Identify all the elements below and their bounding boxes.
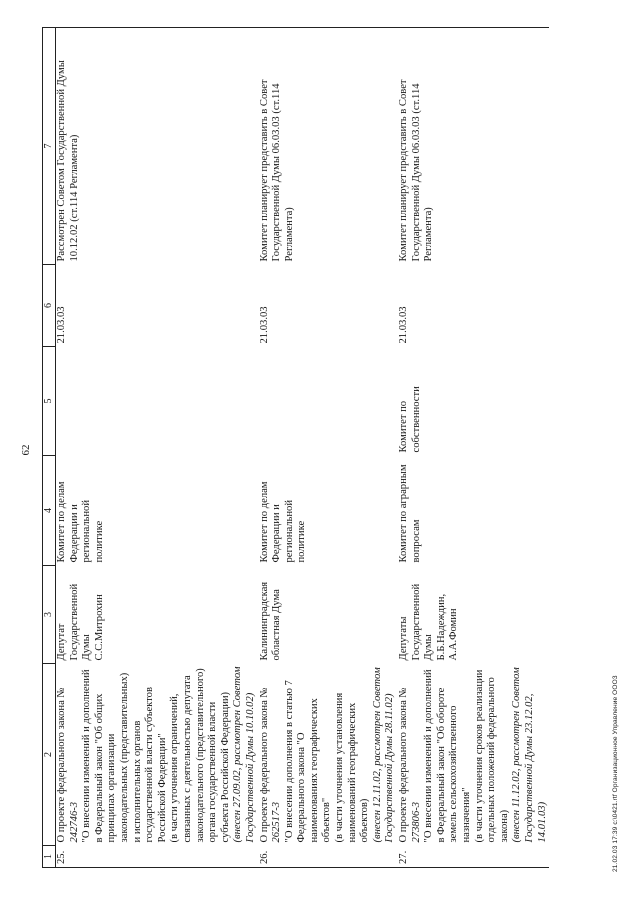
column-header: 3	[43, 566, 56, 664]
column-header: 1	[43, 846, 56, 868]
row-number: 27.	[397, 846, 549, 868]
bill-name: "О внесении изменений и дополнений в Федеральный закон "Об обороте земель сельскохозяйственного назначения"	[423, 669, 472, 843]
bill-number: 242746-3	[68, 801, 80, 843]
review-date: 21.03.03	[56, 306, 67, 344]
bill-description	[56, 664, 258, 846]
table-row	[258, 28, 398, 868]
bill-number: 262517-3	[271, 801, 283, 843]
bill-number: 273806-3	[410, 801, 422, 843]
bill-note: (внесен 12.11.02, рассмотрен Советом Государственной Думы 28.11.02)	[371, 667, 396, 843]
bill-description	[397, 664, 549, 846]
bill-author: Депутат Государственной Думы С.С.Митрохин	[56, 583, 105, 661]
bill-author: Калининградская областная Дума	[258, 581, 283, 661]
bill-status: Комитет планирует представить в Совет Государственной Думы 06.03.03 (ст.114 Регламента)	[258, 28, 398, 265]
co-committee	[56, 347, 258, 456]
review-date: 21.03.03	[398, 306, 410, 344]
bill-name: "О внесении дополнения в статью 7 Федерального закона "О наименованиях географических объектов"	[283, 680, 333, 843]
bill-title: О проекте федерального закона №	[258, 687, 270, 843]
column-header: 6	[43, 265, 56, 347]
table-row	[56, 28, 258, 868]
page-number: 62	[20, 444, 32, 456]
row-number: 25.	[56, 846, 258, 868]
review-date: 21.03.03	[258, 306, 270, 344]
bill-status: Рассмотрен Советом Государственной Думы 10.12.02 (ст.114 Регламента)	[56, 28, 258, 265]
bill-scope: (в части уточнения установления наименований географических объектов)	[334, 692, 371, 843]
lead-committee: Комитет по делам Федерации и региональной политике	[56, 481, 105, 563]
table-row	[397, 28, 549, 868]
bill-title: О проекте федерального закона №	[398, 687, 410, 843]
table-header-row	[43, 28, 56, 868]
bill-author: Депутаты Государственной Думы Б.Б.Надеждин, А.А.Фомин	[398, 583, 460, 661]
co-committee: Комитет по собственности	[398, 386, 422, 453]
bill-note: (внесен 11.12.02, рассмотрен Советом Государственной Думы 23.12.02, 14.01.03)	[511, 667, 548, 843]
bills-table	[42, 27, 549, 868]
bill-description	[258, 664, 398, 846]
column-header: 5	[43, 347, 56, 456]
bill-note: (внесен 27.09.02, рассмотрен Советом Государственной Думы 10.10.02)	[232, 666, 256, 843]
bill-scope: (в части уточнения сроков реализации отдельных положений федерального закона)	[473, 669, 510, 843]
bill-title: О проекте федерального закона №	[56, 687, 67, 843]
lead-committee: Комитет по делам Федерации и региональной политике	[258, 481, 308, 563]
lead-committee: Комитет по аграрным вопросам	[398, 464, 422, 563]
column-header: 4	[43, 456, 56, 566]
column-header: 2	[43, 664, 56, 846]
print-footer: 21.02.03 17:39 с:\0421.rtf Организационное Управление ООО3	[612, 675, 619, 872]
co-committee	[258, 347, 398, 456]
row-number: 26.	[258, 846, 398, 868]
bill-status: Комитет планирует представить в Совет Государственной Думы 06.03.03 (ст.114 Регламента)	[397, 28, 549, 265]
column-header: 7	[43, 28, 56, 265]
bill-name: "О внесении изменений и дополнений в Федеральный закон "Об общих принципах организации законодательных (представительных) и исполнительных органов государственной власти субъектов Российской Федерации"	[81, 669, 168, 843]
bill-scope: (в части уточнения ограничений, связанных с деятельностью депутата законодательного (представительного) органа государственной власти субъекта Российской Федерации)	[169, 668, 231, 843]
